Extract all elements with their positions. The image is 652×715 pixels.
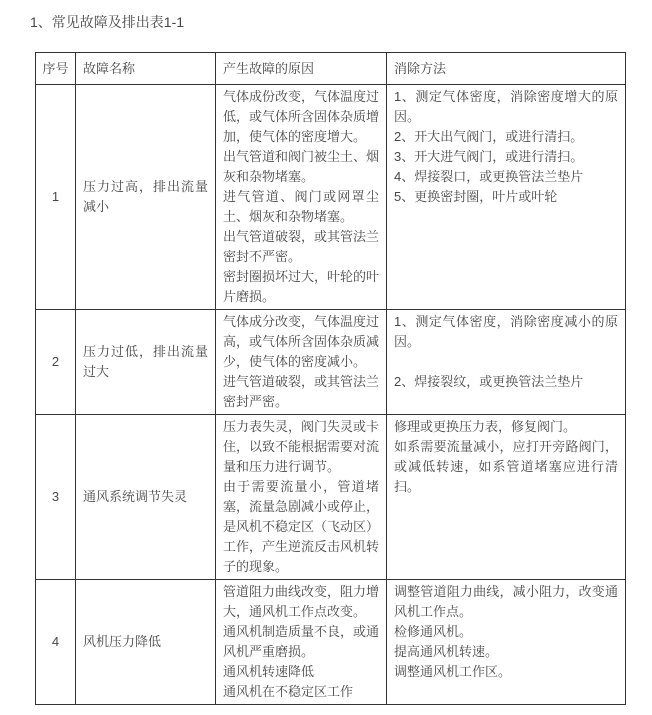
solution-paragraph: 调整通风机工作区。 [394, 664, 512, 679]
solution-cell [387, 310, 626, 415]
table-row [36, 580, 626, 705]
serial-cell: 3 [36, 415, 76, 580]
solution-paragraph: 4、焊接裂口，或更换管法兰垫片 [394, 169, 584, 184]
page-title: 1、常见故障及排出表1-1 [30, 14, 185, 30]
table-row [36, 415, 626, 580]
cause-paragraph: 通风机制造质量不良，或通风机严重磨损。 [223, 624, 380, 659]
solution-paragraph: 1、测定气体密度，消除密度增大的原因。 [394, 89, 618, 124]
solution-paragraph: 5、更换密封圈，叶片或叶轮 [394, 189, 558, 204]
fault-table [35, 52, 626, 705]
fault-name-cell: 通风系统调节失灵 [76, 415, 216, 580]
header-cause: 产生故障的原因 [216, 53, 387, 85]
fault-table-body [36, 85, 626, 705]
solution-cell [387, 580, 626, 705]
solution-paragraph: 调整管道阻力曲线，减小阻力，改变通风机工作点。 [394, 584, 618, 619]
solution-paragraph [394, 352, 618, 372]
solution-paragraph: 修理或更换压力表，修复阀门。 [394, 419, 577, 434]
cause-paragraph: 通风机在不稳定区工作 [223, 684, 354, 699]
solution-paragraph: 提高通风机转速。 [394, 644, 499, 659]
cause-paragraph: 气体成份改变，气体温度过低，或气体所含固体杂质增加，使气体的密度增大。 [223, 89, 380, 144]
cause-paragraph: 出气管道破裂，或其管法兰密封不严密。 [223, 229, 380, 264]
cause-cell [216, 85, 387, 310]
solution-paragraph: 2、焊接裂纹，或更换管法兰垫片 [394, 374, 584, 389]
solution-cell [387, 85, 626, 310]
header-fault-name: 故障名称 [76, 53, 216, 85]
cause-paragraph: 密封圈损坏过大，叶轮的叶片磨损。 [223, 269, 380, 304]
cause-paragraph: 进气管道破裂，或其管法兰密封严密。 [223, 374, 380, 409]
serial-cell: 1 [36, 85, 76, 310]
serial-cell: 2 [36, 310, 76, 415]
fault-name-cell: 压力过高，排出流量减小 [76, 85, 216, 310]
solution-cell [387, 415, 626, 580]
cause-cell [216, 415, 387, 580]
solution-paragraph: 2、开大出气阀门，或进行清扫。 [394, 129, 584, 144]
header-serial: 序号 [36, 53, 76, 85]
solution-paragraph: 如系需要流量减小，应打开旁路阀门，或减低转速，如系管道堵塞应进行清扫。 [394, 439, 618, 494]
fault-name-cell: 风机压力降低 [76, 580, 216, 705]
cause-paragraph: 由于需要流量小，管道堵塞，流量急剧减小或停止，是风机不稳定区（飞动区）工作，产生逆流反击风机转子的现象。 [223, 479, 380, 574]
cause-paragraph: 通风机转速降低 [223, 664, 315, 679]
table-row [36, 310, 626, 415]
solution-paragraph: 检修通风机。 [394, 624, 473, 639]
fault-name-cell: 压力过低，排出流量过大 [76, 310, 216, 415]
header-solution: 消除方法 [387, 53, 626, 85]
table-row [36, 85, 626, 310]
cause-paragraph: 管道阻力曲线改变，阻力增大，通风机工作点改变。 [223, 584, 380, 619]
table-header-row [36, 53, 626, 85]
cause-paragraph: 压力表失灵，阀门失灵或卡住，以致不能根据需要对流量和压力进行调节。 [223, 419, 380, 474]
cause-paragraph: 进气管道、阀门或网罩尘土、烟灰和杂物堵塞。 [223, 189, 379, 224]
solution-paragraph: 3、开大进气阀门，或进行清扫。 [394, 149, 584, 164]
cause-paragraph: 气体成分改变，气体温度过高，或气体所含固体杂质减少，使气体的密度减小。 [223, 314, 380, 369]
serial-cell: 4 [36, 580, 76, 705]
cause-cell [216, 310, 387, 415]
solution-paragraph: 1、测定气体密度，消除密度减小的原因。 [394, 314, 618, 349]
cause-paragraph: 出气管道和阀门被尘土、烟灰和杂物堵塞。 [223, 149, 380, 184]
cause-cell [216, 580, 387, 705]
